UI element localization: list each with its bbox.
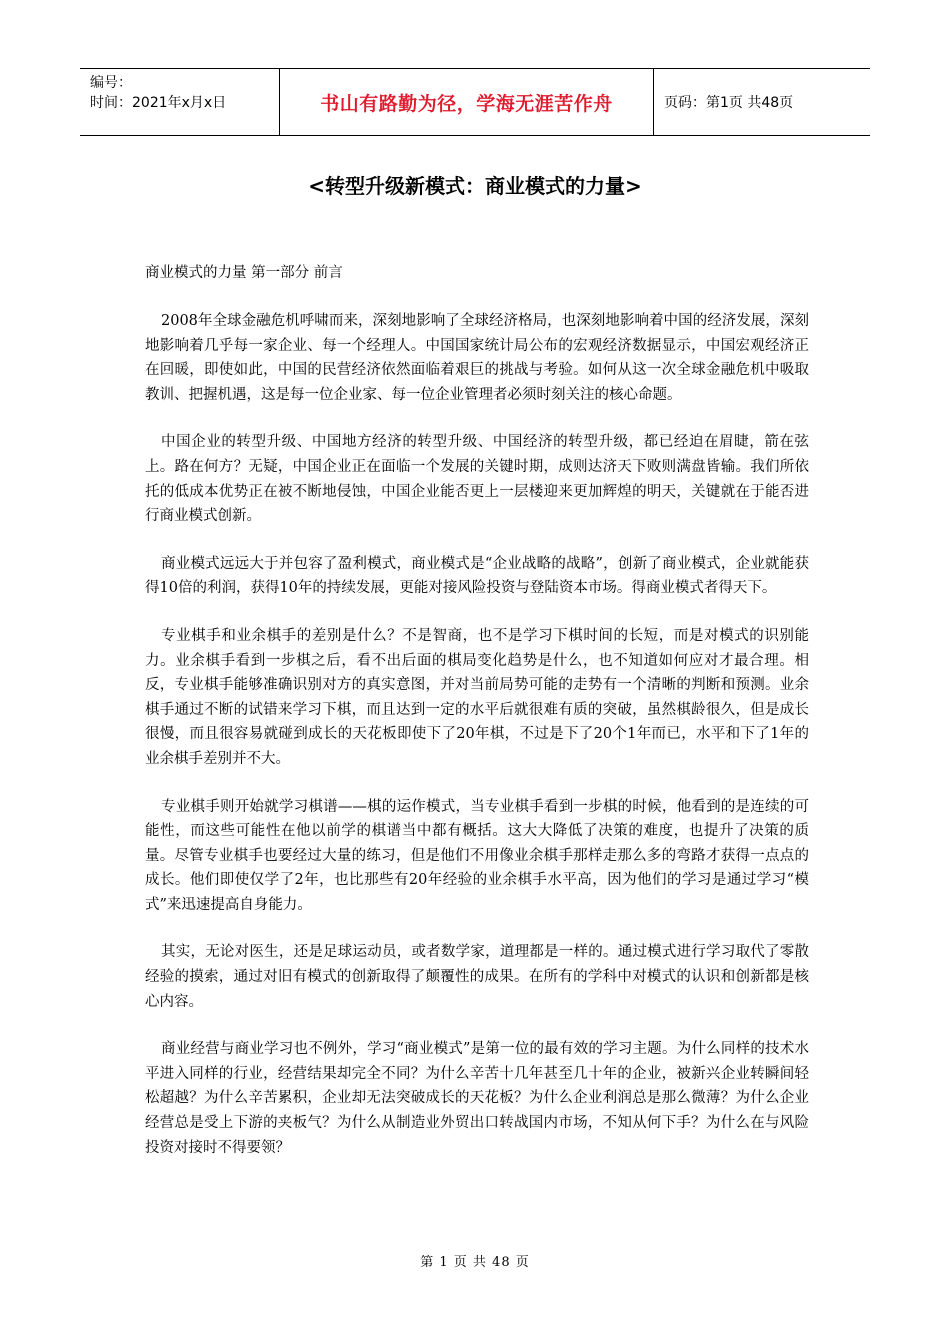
- header-table: [80, 68, 870, 136]
- document-body: [145, 309, 809, 1183]
- header-page-cell: [664, 69, 870, 135]
- paragraph: 中国企业的转型升级、中国地方经济的转型升级、中国经济的转型升级，都已经迫在眉睫，箭在弦上。路在何方？无疑，中国企业正在面临一个发展的关键时期，成则达济天下败则满盘皆输。我们所依托的低成本优势正在被不断地侵蚀，中国企业能否更上一层楼迎来更加辉煌的明天，关键就在于能否进行商业模式创新。: [145, 434, 809, 525]
- document-number-label: 编号：: [90, 75, 132, 91]
- paragraph: 2008年全球金融危机呼啸而来，深刻地影响了全球经济格局，也深刻地影响着中国的经济发展，深刻地影响着几乎每一家企业、每一个经理人。中国国家统计局公布的宏观经济数据显示，中国宏观经济正在回暖，即使如此，中国的民营经济依然面临着艰巨的挑战与考验。如何从这一次全球金融危机中吸取教训、把握机遇，这是每一位企业家、每一位企业管理者必须时刻关注的核心命题。: [145, 313, 809, 403]
- paragraph: 商业模式远远大于并包容了盈利模式，商业模式是“企业战略的战略”，创新了商业模式，企业就能获得10倍的利润，获得10年的持续发展，更能对接风险投资与登陆资本市场。得商业模式者得天下。: [145, 555, 809, 597]
- page-footer: 第 1 页 共 48 页: [420, 1255, 530, 1270]
- paragraph: 专业棋手则开始就学习棋谱——棋的运作模式，当专业棋手看到一步棋的时候，他看到的是连续的可能性，而这些可能性在他以前学的棋谱当中都有概括。这大大降低了决策的难度，也提升了决策的质量。尽管专业棋手也要经过大量的练习，但是他们不用像业余棋手那样走那么多的弯路才获得一点点的成长。他们即使仅学了2年，也比那些有20年经验的业余棋手水平高，因为他们的学习是通过学习“模式”来迅速提高自身能力。: [145, 798, 809, 913]
- header-meta-cell: [80, 69, 280, 135]
- paragraph: 其实，无论对医生，还是足球运动员，或者数学家，道理都是一样的。通过模式进行学习取代了零散经验的摸索，通过对旧有模式的创新取得了颠覆性的成果。在所有的学科中对模式的认识和创新都是核心内容。: [145, 944, 809, 1010]
- document-title: <转型升级新模式：商业模式的力量>: [308, 174, 642, 198]
- header-page-info: 页码：第1页 共48页: [664, 95, 794, 111]
- paragraph: 商业经营与商业学习也不例外，学习“商业模式”是第一位的最有效的学习主题。为什么同样的技术水平进入同样的行业，经营结果却完全不同？为什么辛苦十几年甚至几十年的企业，被新兴企业转瞬间轻松超越？为什么辛苦累积，企业却无法突破成长的天花板？为什么企业利润总是那么微薄？为什么企业经营总是受上下游的夹板气？为什么从制造业外贸出口转战国内市场，不知从何下手？为什么在与风险投资对接时不得要领？: [145, 1041, 809, 1156]
- document-time-label: 时间：2021年x月x日: [90, 95, 227, 111]
- paragraph: 专业棋手和业余棋手的差别是什么？不是智商，也不是学习下棋时间的长短，而是对模式的识别能力。业余棋手看到一步棋之后，看不出后面的棋局变化趋势是什么，也不知道如何应对才最合理。相反，专业棋手能够准确识别对方的真实意图，并对当前局势可能的走势有一个清晰的判断和预测。业余棋手通过不断的试错来学习下棋，而且达到一定的水平后就很难有质的突破，虽然棋龄很久，但是成长很慢，而且很容易就碰到成长的天花板即使下了20年棋，不过是下了20个1年而已，水平和下了1年的业余棋手差别并不大。: [145, 627, 809, 767]
- section-heading: 商业模式的力量 第一部分 前言: [145, 265, 343, 281]
- header-motto-cell: [280, 69, 654, 135]
- header-motto: 书山有路勤为径，学海无涯苦作舟: [320, 92, 613, 115]
